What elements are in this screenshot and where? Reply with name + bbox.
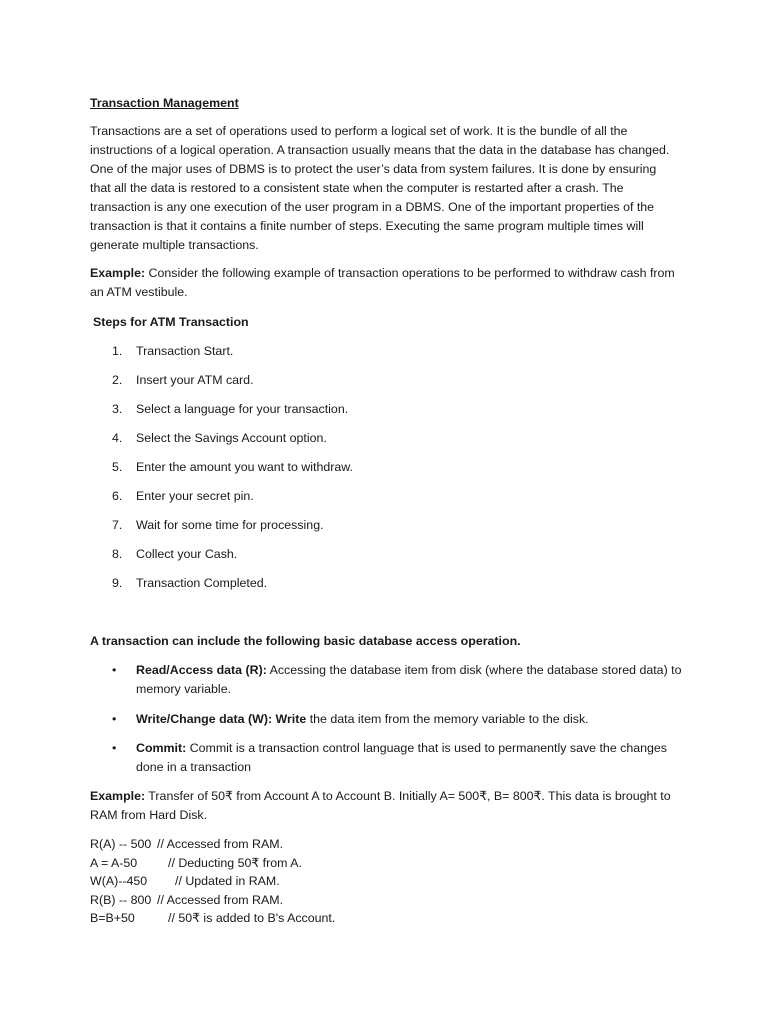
step-text: Wait for some time for processing. [136,518,324,532]
step-number: 6. [112,489,123,503]
step-text: Enter your secret pin. [136,489,254,503]
code-statement: R(A) -- 500 [90,837,152,851]
step-item [112,429,327,448]
code-block [90,835,336,928]
bullet-icon: • [112,712,117,726]
code-comment: // Deducting 50₹ from A. [168,855,302,870]
code-line [90,835,284,854]
code-line [90,872,280,891]
step-number: 7. [112,518,123,532]
intro-paragraph: Transactions are a set of operations used to perform a logical set of work. It is the bundle of all the instructions of a logical operation. A transaction usually means that the data in the database has changed. One of the major uses of DBMS is to protect the user’s data from system failures. It is done by ensuring that all the data is restored to a consistent state when the computer is restarted after a crash. The transaction is any one execution of the user program in a DBMS. One of the important properties of the transaction is that it contains a finite number of steps. Executing the same program multiple times will generate multiple transactions. [90,124,670,252]
step-item [112,371,254,390]
step-number: 4. [112,431,123,445]
bullet-text: Accessing the database item from disk (where the database stored data) to memory variable. [136,663,682,696]
bullet-text: the data item from the memory variable to the disk. [306,712,589,726]
step-text: Select a language for your transaction. [136,402,349,416]
example-text: Consider the following example of transaction operations to be performed to withdraw cash from an ATM vestibule. [90,266,675,299]
example-paragraph-1 [90,264,680,302]
example-label: Example: [90,789,146,803]
example-label: Example: [90,266,146,280]
bullet-read [112,661,682,699]
bullet-label: Read/Access data (R): [136,663,267,677]
bullet-text: Commit is a transaction control language that is used to permanently save the changes done in a transaction [136,741,667,774]
step-text: Collect your Cash. [136,547,238,561]
step-item [112,400,348,419]
code-comment: // Updated in RAM. [175,874,280,888]
operations-heading: A transaction can include the following basic database access operation. [90,634,521,648]
step-item [112,487,254,506]
code-line [90,891,284,910]
step-number: 3. [112,402,123,416]
step-text: Transaction Start. [136,344,234,358]
example-paragraph-2 [90,787,680,825]
example-text: Transfer of 50₹ from Account A to Account B. Initially A= 500₹, B= 800₹. This data is brought to RAM from Hard Disk. [90,789,671,822]
code-comment: // Accessed from RAM. [157,837,284,851]
code-line [90,909,336,928]
bullet-icon: • [112,741,117,755]
bullet-label: Commit: [136,741,187,755]
steps-heading: Steps for ATM Transaction [93,315,249,329]
step-text: Transaction Completed. [136,576,268,590]
code-statement: W(A)--450 [90,874,148,888]
bullet-icon: • [112,663,117,677]
bullet-label: Write/Change data (W): Write [136,712,307,726]
code-statement: A = A-50 [90,855,138,870]
step-number: 8. [112,547,123,561]
code-comment: // 50₹ is added to B's Account. [168,911,336,925]
step-item [112,574,267,593]
bullet-commit [112,739,682,777]
step-number: 1. [112,344,123,358]
step-text: Enter the amount you want to withdraw. [136,460,353,474]
step-item [112,458,353,477]
step-text: Select the Savings Account option. [136,431,327,445]
step-item [112,516,324,535]
step-text: Insert your ATM card. [136,373,254,387]
code-statement: R(B) -- 800 [90,892,152,907]
code-comment: // Accessed from RAM. [157,892,284,907]
step-number: 2. [112,373,123,387]
step-item [112,342,233,361]
bullet-write [112,710,682,729]
step-item [112,545,237,564]
step-number: 9. [112,576,123,590]
step-number: 5. [112,460,123,474]
code-line [90,854,302,873]
document-title: Transaction Management [90,96,239,110]
code-statement: B=B+50 [90,911,135,925]
